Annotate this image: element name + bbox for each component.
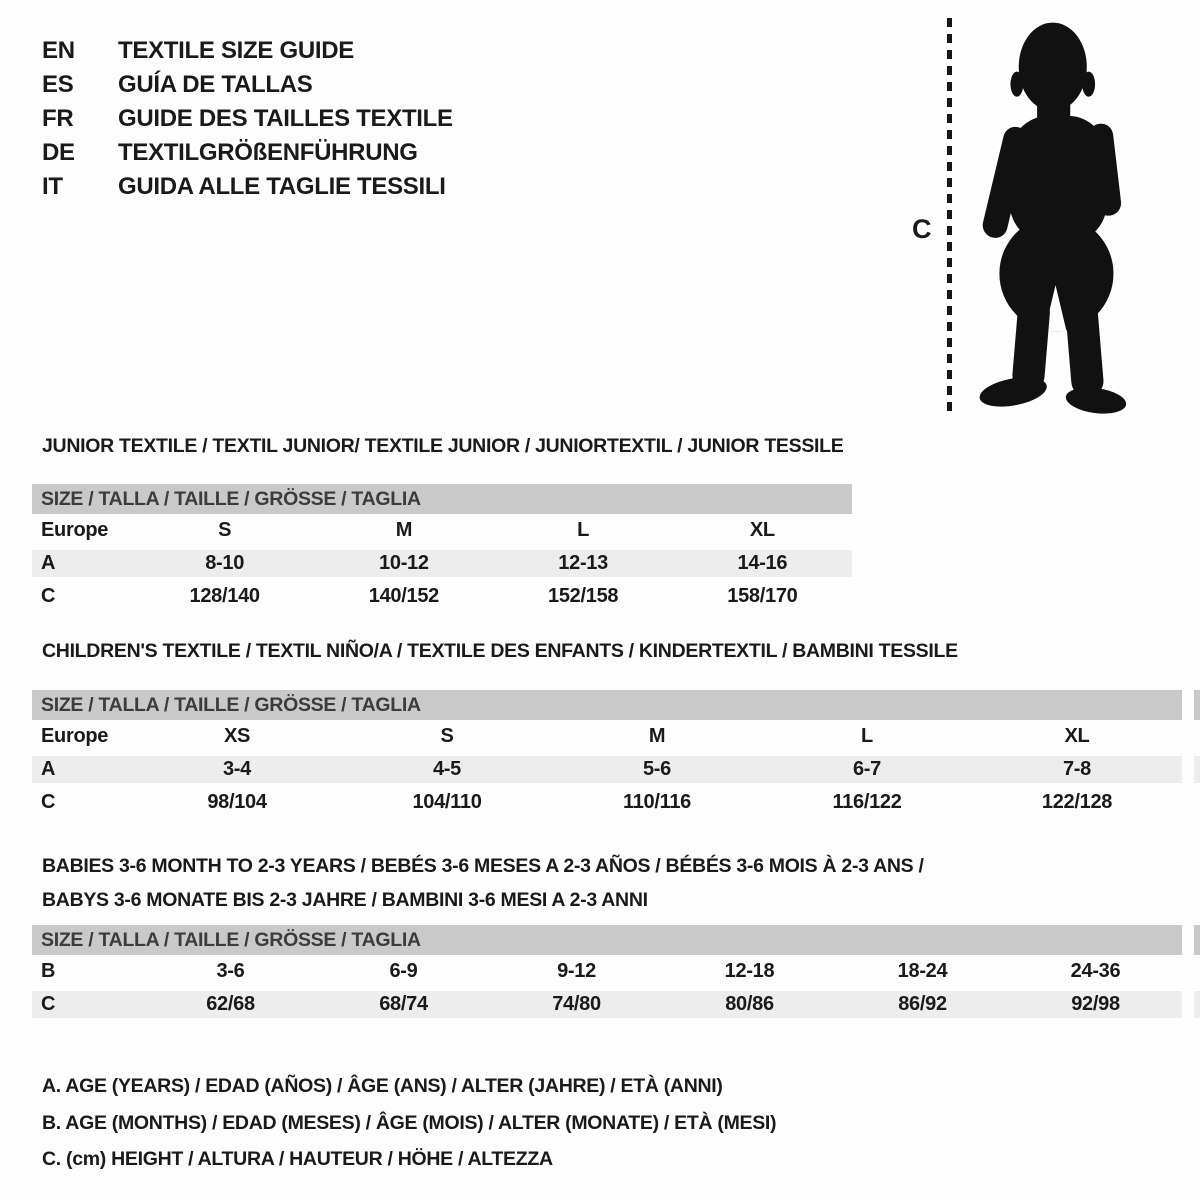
row-label: B [41, 960, 56, 982]
table-cell: M [648, 725, 666, 747]
row-label: C [41, 993, 56, 1015]
table-cell: M [395, 519, 413, 541]
table-row [32, 955, 1182, 988]
lang-row-es [42, 68, 453, 102]
legend-line-b: B. AGE (MONTHS) / EDAD (MESES) / ÂGE (MOIS) / ALTER (MONATE) / ETÀ (MESI) [42, 1111, 777, 1134]
table-row [32, 720, 1182, 753]
language-header [42, 34, 453, 204]
legend-line-a: A. AGE (YEARS) / EDAD (AÑOS) / ÂGE (ANS) / ALTER (JAHRE) / ETÀ (ANNI) [42, 1075, 723, 1097]
toddler-silhouette [958, 12, 1142, 416]
edge-sliver [1194, 991, 1200, 1018]
table-row [32, 786, 1182, 819]
row-label: Europe [41, 519, 109, 541]
babies-size-table [32, 925, 1182, 1021]
row-label: A [41, 552, 56, 574]
table-cell: 6-9 [389, 960, 418, 982]
table-cell: 62/68 [206, 993, 255, 1015]
lang-row-de [42, 136, 453, 170]
table-cell: 7-8 [1062, 758, 1091, 780]
lang-code: DE [42, 139, 75, 166]
table-cell: XS [223, 725, 251, 747]
lang-code: IT [42, 173, 63, 200]
junior-table-rows [32, 514, 852, 613]
table-cell: 68/74 [379, 993, 428, 1015]
table-cell: 4-5 [432, 758, 461, 780]
table-cell: L [577, 519, 590, 541]
table-cell: 3-4 [222, 758, 251, 780]
children-table-rows [32, 720, 1182, 819]
lang-row-en [42, 34, 453, 68]
table-cell: 12-18 [724, 960, 775, 982]
row-label: C [41, 791, 56, 813]
table-cell: 10-12 [379, 552, 429, 574]
table-row [32, 514, 852, 547]
lang-title: TEXTILE SIZE GUIDE [118, 37, 354, 64]
junior-size-table [32, 484, 852, 613]
table-cell: 8-10 [205, 552, 245, 574]
table-cell: 18-24 [897, 960, 948, 982]
table-cell: 152/158 [548, 585, 619, 607]
table-cell: 158/170 [727, 585, 798, 607]
children-size-table [32, 690, 1182, 819]
table-cell: 128/140 [189, 585, 260, 607]
edge-sliver [1194, 690, 1200, 720]
table-cell: 116/122 [832, 791, 902, 813]
lang-row-fr [42, 102, 453, 136]
legend [42, 1068, 776, 1178]
size-table-header-bar: SIZE / TALLA / TAILLE / GRÖSSE / TAGLIA [32, 690, 1182, 720]
edge-sliver [1194, 925, 1200, 955]
row-label: C [41, 585, 56, 607]
table-cell: XL [749, 519, 775, 541]
measure-label-c: C [912, 214, 932, 244]
table-cell: 74/80 [552, 993, 601, 1015]
babies-heading-line1: BABIES 3-6 MONTH TO 2-3 YEARS / BEBÉS 3-6 MESES A 2-3 AÑOS / BÉBÉS 3-6 MOIS À 2-3 ANS / [42, 855, 924, 877]
table-cell: 6-7 [852, 758, 881, 780]
table-cell: XL [1064, 725, 1090, 747]
lang-title: GUÍA DE TALLAS [118, 71, 313, 98]
table-cell: 12-13 [558, 552, 608, 574]
table-cell: 98/104 [207, 791, 267, 813]
lang-code: FR [42, 105, 74, 132]
table-cell: 92/98 [1071, 993, 1120, 1015]
table-cell: 110/116 [623, 791, 691, 813]
table-cell: 3-6 [216, 960, 245, 982]
legend-line-c: C. (cm) HEIGHT / ALTURA / HAUTEUR / HÖHE / ALTEZZA [42, 1148, 553, 1170]
babies-table-rows [32, 955, 1182, 1021]
table-cell: L [861, 725, 873, 747]
lang-row-it [42, 170, 453, 204]
lang-code: ES [42, 71, 74, 98]
table-row [32, 580, 852, 613]
lang-title: GUIDA ALLE TAGLIE TESSILI [118, 173, 446, 200]
lang-title: GUIDE DES TAILLES TEXTILE [118, 105, 453, 132]
row-label: Europe [41, 725, 109, 747]
table-cell: 9-12 [557, 960, 596, 982]
table-cell: 80/86 [725, 993, 774, 1015]
junior-section-heading: JUNIOR TEXTILE / TEXTIL JUNIOR/ TEXTILE JUNIOR / JUNIORTEXTIL / JUNIOR TESSILE [42, 435, 844, 457]
size-table-header-bar: SIZE / TALLA / TAILLE / GRÖSSE / TAGLIA [32, 925, 1182, 955]
table-row [32, 753, 1182, 786]
height-measure-dashed-line [947, 18, 952, 414]
table-cell: 140/152 [368, 585, 439, 607]
table-cell: S [218, 519, 232, 541]
table-cell: 104/110 [412, 791, 482, 813]
size-table-header-bar: SIZE / TALLA / TAILLE / GRÖSSE / TAGLIA [32, 484, 852, 514]
table-cell: 14-16 [737, 552, 788, 574]
table-cell: 5-6 [642, 758, 671, 780]
children-section-heading: CHILDREN'S TEXTILE / TEXTIL NIÑO/A / TEXTILE DES ENFANTS / KINDERTEXTIL / BAMBINI TESSILE [42, 640, 958, 662]
table-cell: S [440, 725, 454, 747]
table-row [32, 988, 1182, 1021]
table-cell: 86/92 [898, 993, 947, 1015]
table-cell: 122/128 [1041, 791, 1113, 813]
table-cell: 24-36 [1070, 960, 1121, 982]
babies-heading-line2: BABYS 3-6 MONATE BIS 2-3 JAHRE / BAMBINI 3-6 MESI A 2-3 ANNI [42, 889, 648, 911]
babies-section-heading [42, 849, 924, 917]
lang-code: EN [42, 37, 75, 64]
row-label: A [41, 758, 56, 780]
edge-sliver [1194, 756, 1200, 783]
table-row [32, 547, 852, 580]
lang-title: TEXTILGRÖßENFÜHRUNG [118, 139, 418, 166]
